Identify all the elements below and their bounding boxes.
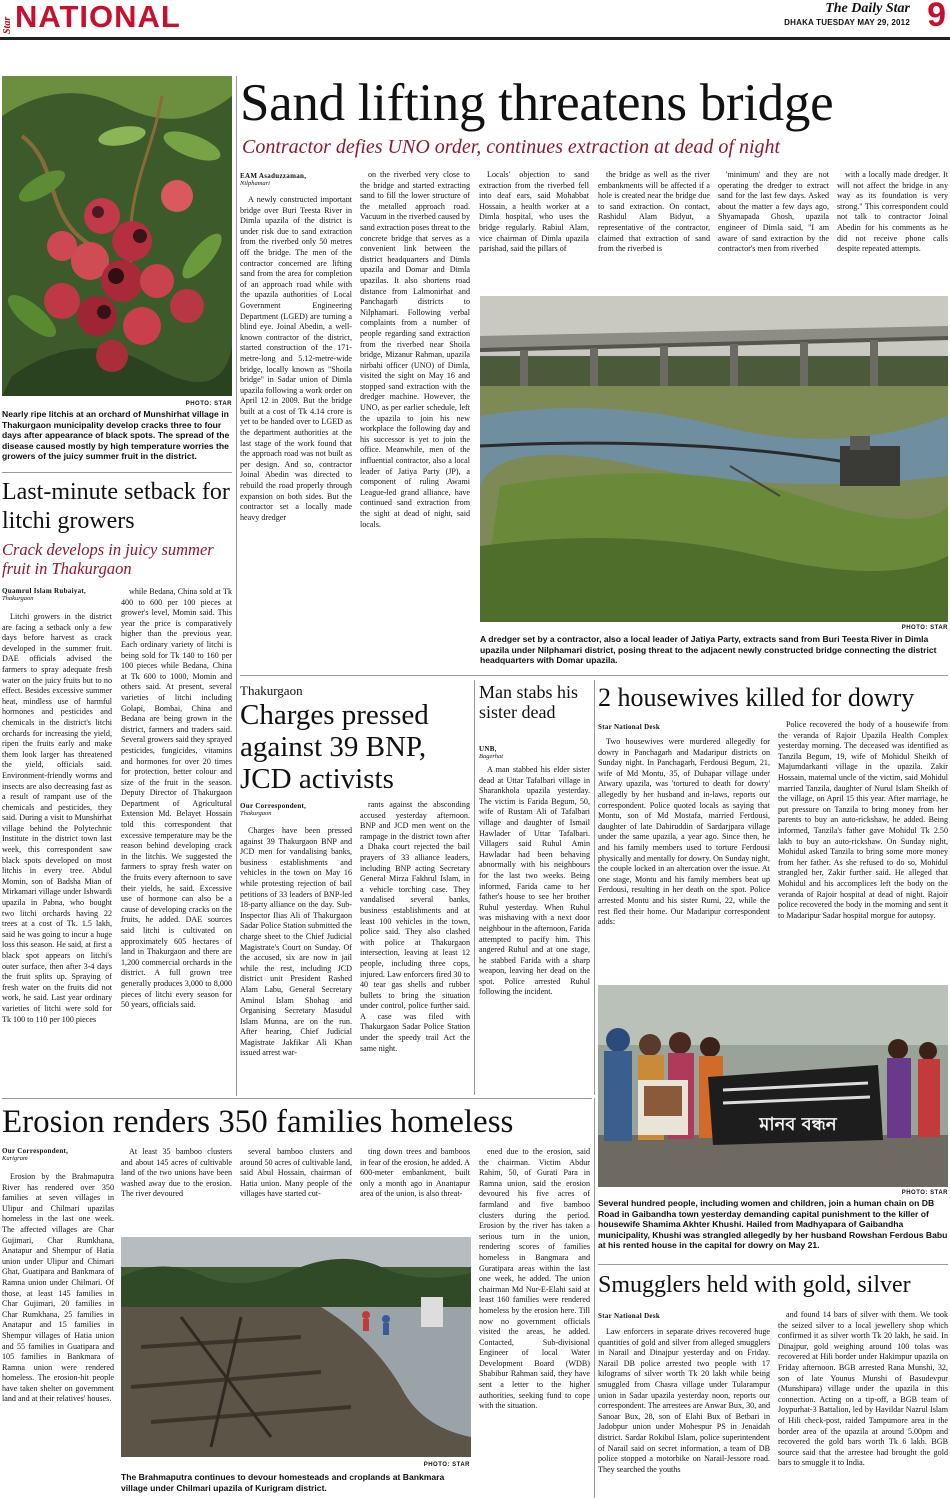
erosion-col5-text: ened due to the erosion, said the chairman. Victim Abdur Rahim, 50, of Gurati Para in Ramna union, said the erosion devoured his five acres of farmland and five bamboo clusters during the period. Erosion by the river has taken a serious turn in the union, rendering scores of families homeless in Bangmara and Guratipara areas within the last one week, he added. The union chairman Md Nur-E-Elahi said at least 160 families were rendered homeless by the erosion here. Till now no government officials visited the areas, he added. Contacted, Sub-divisional Engineer of local Water Development Board (WDB) Shabibur Rahman said, they have sent a letter to the higher authorities, seeking fund to cope with the situation.	[479, 1147, 590, 1411]
column-rule-right	[594, 680, 595, 1095]
dowry-headline: 2 housewives killed for dowry	[598, 683, 915, 712]
charges-col2	[360, 800, 470, 1094]
stab-body	[479, 765, 590, 1095]
litchi-byline	[2, 587, 114, 602]
erosion-illustration	[121, 1237, 471, 1457]
bridge-col2	[360, 170, 470, 670]
erosion-col3	[240, 1147, 352, 1233]
charges-col2-text: rants against the absconding accused yesterday afternoon. BNP and JCD men went on the rampage in the district town after a Dhaka court rejected the bail prayers of 33 alliance leaders, including BNP acting Secretary General Mirza Fakhrul Islam, in a vehicle torching case. They vandalised several banks, business establishments and at least 100 vehicles in the town, police said. They also clashed with police at Thakurgaon intersection, leaving at least 12 people, including three cops, injured. Law enforcers fired 30 to 40 tear gas shells and rubber bullets to bring the situation under control, police further said. A case was filed with Thakurgaon Sadar Police Station under the speedy trail Act the same night.	[360, 800, 470, 1053]
erosion-byline-name: Our Correspondent,	[2, 1147, 69, 1155]
stab-byline-name: UNB,	[479, 745, 497, 753]
bridge-col4	[598, 170, 710, 288]
lower-divider	[2, 1098, 592, 1099]
erosion-col1	[2, 1172, 114, 1500]
bridge-col6-text: with a locally made dredger. It will not affect the bridge in any way as its foundation is very strong." This correspondent could not talk to contractor Joinal Abedin for his comments as he did not receive phone calls despite repeated attempts.	[837, 170, 948, 254]
human-chain-illustration	[598, 985, 948, 1187]
litchi-col2	[121, 587, 232, 1095]
charges-col1	[240, 826, 352, 1094]
bridge-col1	[240, 195, 352, 670]
stab-body-text: A man stabbed his elder sister dead at Uttar Tafalbari village in Sharankhola upazila yesterday. The victim is Farida Begum, 50, wife of Rustam Ali of Tafalbari village and daughter of Ismail Hawlader of Uttar Tafalbari. Villagers said Ruhul Amin Hawladar had been behaving abnormally with his neighbours for the last two weeks. Being informed, Farida came to her father's house to see her brother Ruhul yesterday. When Ruhul was mishaving with a next door neighbour in the afternoon, Farida attempted to pacify him. This angered Ruhul and at one stage, he stabbed Farida with a sharp weapon, leaving her dead on the spot. Police arrested Ruhul following the incident.	[479, 765, 590, 997]
erosion-col4-text: ting down trees and bamboos in fear of the erosion, he added. A 600-meter embankment, built only a month ago in Anantapur area of the union, is also threat-	[360, 1147, 470, 1199]
bridge-byline-place: Nilphamari	[240, 180, 270, 187]
stab-byline-place: Bagerhat	[479, 753, 504, 760]
litchi-deck: Crack develops in juicy summer fruit in Thakurgaon	[2, 540, 214, 578]
smugglers-divider	[598, 1264, 948, 1265]
column-rule-mid	[474, 680, 475, 1095]
smugglers-byline: Star National Desk	[598, 1312, 661, 1320]
column-rule-lower	[594, 1098, 595, 1498]
litchi-byline-place: Thakurgaon	[2, 595, 34, 602]
bridge-col1-text: A newly constructed important bridge over Buri Teesta River in Dimla upazila of the district is under risk due to sand extraction from the riverbed only 50 metres off the bridge. The men of the contractor concerned are lifting sand from the area for completion of an approach road while with the upazila authorities of Local Government Engineering Department (LGED) are turning a blind eye. Joinal Abedin, a well-known contractor of the district, started construction of the 171-metre-long and 5.12-metre-wide bridge, locally known as "Shoila bridge" in Sadar union of Dimla upazila following a work order on April 12 in 2009. But the bridge built at a cost of Tk 4.14 crore is yet to be handed over to LGED as the department authorities at the last stage of the work found that the approach road was not built as per design. And so, contractor Joinal Abedin was directed to rebuild the road properly through expansion on both sides. But the contractor set a locally made heavy dredger	[240, 195, 352, 522]
litchi-byline-name: Quamrul Islam Rubaiyat,	[2, 587, 87, 595]
litchi-photo	[2, 76, 232, 396]
dowry-photo	[598, 985, 948, 1187]
column-rule-left	[236, 76, 237, 1096]
dowry-col1-text: Two housewives were murdered allegedly for dowry in Panchagarh and Madaripur districts on Sunday night. In Panchagarh, Ferdousi Begum, 21, wife of Md Montu, 35, of Duhapar village under Atwary upazila, was 'tortured to death for dowry' allegedly by her husband and in-laws, reports our correspondent. Police quoted locals as saying that Montu, son of Md Mostafa, married Ferdousi, daughter of late Dabiruddin of Sardarjpara village under the same upazila, a year ago. Since then, he and his family members used to torture Ferdousi physically and mentally for dowry. On Sunday night, the couple locked in an altercation over the issue. At one stage, Montu and his family members beat up Ferdousi, resulting in her death on the spot. Police arrested Montu and his sister Rumi, 22, while the rest fled their home. Our Madaripur correspondent adds:	[598, 737, 770, 927]
bridge-col4-text: the bridge as well as the river embankments will be affected if a hole is created near the bridge due to sand extraction. On contact, Rashidul Alam Bidyut, a representative of the contractor, claimed that extraction of sand from the riverbed is	[598, 170, 710, 254]
erosion-col2-text: At least 35 bamboo clusters and about 145 acres of cultivable land of the two unions have been washed away due to the erosion. The river devoured	[121, 1147, 232, 1199]
bridge-caption: A dredger set by a contractor, also a local leader of Jatiya Party, extracts sand from Buri Teesta River in Dimla upazila under Nilphamari district, posing threat to the adjacent newly constructed bridge connecting the district headquarters with Domar upazila.	[480, 634, 937, 666]
section-title: NATIONAL	[15, 0, 181, 34]
bridge-photo-credit: PHOTO: STAR	[901, 625, 948, 631]
charges-kicker: Thakurgaon	[240, 683, 303, 698]
paper-name: The Daily Star	[825, 1, 910, 16]
smugglers-col1	[598, 1327, 770, 1500]
bridge-byline	[240, 172, 352, 187]
dowry-photo-credit: PHOTO: STAR	[901, 1190, 948, 1196]
bridge-col2-text: on the riverbed very close to the bridge and started extracting sand to fill the lower structure of the metalled approach road. Vacuum in the riverbed caused by sand extraction poses threat to the concrete bridge that serves as a convenient link between the district headquarters and Dimla upazila and Domar and Dimla upazilas. It also shortens road distance from Lalmonirhat and Panchagarh districts to Nilphamari. Following verbal complaints from a number of people regarding sand extraction from the riverbed near Shoila bridge, Mizanur Rahman, upazila nirbahi officer (UNO) of Dimla, visited the sight on May 16 and stopped sand extraction with the dredger machine. However, the UNO, as per earlier schedule, left the upazila to join his new workplace the following day and his successor is yet to join the office. Meanwhile, men of the influential contractor, also a local leader of Jatiya Party (JP), a component of ruling Awami League-led grand alliance, have continued sand extraction from the sight at dead of night, said locals.	[360, 170, 470, 529]
bridge-headline: Sand lifting threatens bridge	[240, 74, 834, 132]
litchi-caption: Nearly ripe litchis at an orchard of Munshirhat village in Thakurgaon municipality develop cracks three to four days after appearance of black spots. The spread of the disease caused mostly by high temperature worries the growers of the juicy summer fruit in the district.	[2, 409, 230, 462]
erosion-headline: Erosion renders 350 families homeless	[2, 1104, 514, 1140]
litchi-headline: Last-minute setback for litchi growers	[2, 479, 230, 534]
masthead-rule	[0, 37, 950, 40]
erosion-col4	[360, 1147, 470, 1233]
smugglers-col1-text: Law enforcers in separate drives recovered huge quantities of gold and silver from alleged smugglers in Narail and Dinajpur yesterday and on Friday. Narail DB police arrested two people with 17 kilograms of silver worth Tk 20 lakh while being smuggled from Chasra village under Tularampur union in Sadar upazila yesterday noon, reports our correspondent. The arrestees are Anwar Bux, 30, and Sanoar Bux, 28, son of Elahi Bux of Betbari in Jadobpur union under Mohespur PS in Jenaidah district. Sardar Rokibul Islam, police superintendent of Narail said on secret information, a team of DB police stopped a motorbike on Narail-Jessore road. They searched the youths	[598, 1327, 770, 1474]
litchi-col2-text: while Bedana, China sold at Tk 400 to 600 per 100 pieces at grower's level, Momin said. This year the price is comparatively higher than the previous year. Each ordinary variety of litchi is being sold for Tk 140 to 160 per 100 pieces while Bedana, China at Tk 600 to 1000, Momin and others said. At present, several varieties of litchi including Golapi, Bombai, China and Bedana are being grown in the district, farmers and traders said. Several growers said they sprayed pesticides, fungicides, vitamins and hormones for over 20 times for protection, better colour and size of the fruit in the season. Deputy Director of Thakurgaon Department of Agricultural Extension Md. Belayet Hossain told this correspondent that excessive temperature may be the reason behind developing crack in the litchis. We suggested the farmers to spray fresh water on the fruits every afternoon to save their yields, he said. Excessive use of hormone can also be a cause of developing cracks on the fruits, he added. DAE sources said litchi is cultivated on approximately 605 hectares of land in Thakurgaon and there are 1,200 commercial orchards in the district. A full grown tree generally produces 3,000 to 8,000 pieces of litchi every season for 50 years, officials said.	[121, 587, 232, 1010]
erosion-col5	[479, 1147, 590, 1500]
bridge-illustration	[480, 296, 948, 622]
charges-headline: Charges pressed against 39 BNP, JCD activists	[240, 699, 429, 795]
dateline: DHAKA TUESDAY MAY 29, 2012	[784, 18, 910, 27]
litchi-photo-credit: PHOTO: STAR	[185, 401, 232, 407]
litchi-illustration	[2, 76, 232, 396]
erosion-caption: The Brahmaputra continues to devour homesteads and croplands at Bankmara village under Chilmari upazila of Kurigram district.	[121, 1472, 445, 1493]
bridge-col5	[718, 170, 829, 288]
charges-col1-text: Charges have been pressed against 39 Thakurgaon BNP and JCD men for vandalising banks, business establishments and vehicles in the town on May 16 while protesting rejection of bail petitions of 33 leaders of BNP-led 18-party alliance on the day. Sub-Inspector Ilias Ali of Thakurgaon Sadar Police Station submitted the charge sheet to the Chief Judicial Magistrate's Court on Sunday. Of the accused, six are now in jail while the rest, including JCD district unit President Rashed Alam Labu, General Secretary Aminul Islam Shohag and Organising Secretary Masudul Islam Munna, are on the run. After hearing, Chief Judicial Magistrate Jakfikar Ali Khan issued arrest war-	[240, 826, 352, 1058]
smugglers-headline: Smugglers held with gold, silver	[598, 1272, 911, 1298]
litchi-col1	[2, 612, 112, 1095]
erosion-col2	[121, 1147, 232, 1233]
dowry-byline: Star National Desk	[598, 723, 661, 731]
bridge-col3	[479, 170, 589, 288]
stab-byline	[479, 745, 591, 760]
banner-text: মানব বন্ধন	[759, 1114, 837, 1135]
bridge-col5-text: 'minimum' and they are not operating the dredger to extract sand for the last few days. Asked about the matter a few days ago, Shyamapada Ghosh, upazila engineer of Dimla said, "I am aware of sand extraction by the contractor's men from riverbed	[718, 170, 829, 254]
bridge-byline-name: EAM Asaduzzaman,	[240, 172, 307, 180]
erosion-col3-text: several bamboo clusters and around 50 acres of cultivable land, said Abul Hossain, chairman of Hatia union. Many people of the villages have started cut-	[240, 1147, 352, 1199]
litchi-divider	[2, 472, 232, 473]
erosion-photo-credit: PHOTO: STAR	[423, 1462, 470, 1468]
bridge-photo	[480, 296, 948, 622]
litchi-col1-text: Litchi growers in the district are facing a setback only a few days before harvest as crack developed in the summer fruit. DAE officials advised the farmers to spray adequate fresh water on the juicy fruits but to no effect. Besides excessive summer heat, mindless use of harmful hormones and pesticides and chemicals in the district's litchi orchards for increasing the yield, ripen the fruits early and make them look larger has threatened the yield, officials said. Environment-friendly worms and insects are also decreasing fast as a result of rampant use of the chemicals and pesticides, they said. During a visit to Munshirhat village behind the Polytechnic Institute in the district town last week, this correspondent saw black spots developed on most litchis in every tree. Abdul Momin, son of Badsha Mian of Mirkamari village under Ishwardi upazila in Pabna, who bought two litchi orchards having 22 trees at a cost of Tk. 1.5 lakh, said he was going to incur a huge loss this season. He said, at first a black spot appears on litchi's outer surface, then after 3-4 days the fruit splits up. Spraying of fresh water on the fruits did not work, he said. Last year ordinary varieties of litchi were sold for Tk 100 to 110 per 100 pieces	[2, 612, 112, 1024]
page-number: 9	[927, 0, 946, 34]
charges-byline-place: Thakurgaon	[240, 810, 272, 817]
bridge-deck: Contractor defies UNO order, continues extraction at dead of night	[242, 136, 781, 158]
charges-byline	[240, 802, 352, 817]
bridge-col6	[837, 170, 948, 288]
mid-divider	[240, 675, 948, 676]
erosion-col1-text: Erosion by the Brahmaputra River has rendered over 350 families at seven villages in Ulipur and Chilmari upazilas homeless in the last one week. The affected villages are Char Gujimari, Char Rumkhana, Anatapur and Shempur of Hatia union under Ulipur and Chimari Ghat, Guatipara and Bankmara of Ramna union under Chilmari. Of those, at least 145 families in Char Gujimari, 20 families in Char Rumkhana, 25 families in Anatapur and 15 families in Shempur villages of Hatia union and 55 families in Guatipara and 105 families in Bankmara of Ramna union were rendered homeless. The erosion-hit people have taken shelter on government land and at their relatives' houses.	[2, 1172, 114, 1404]
erosion-byline	[2, 1147, 114, 1162]
star-mark: Star	[2, 16, 13, 34]
smugglers-col2-text: and found 14 bars of silver with them. We took the seized silver to a local jewellery shop which confirmed it as silver worth Tk 20 lakh, he said. In Dinajpur, gold weighing around 100 tolas was recovered at Hili border under Hakimpur upazila on Friday afternoon. BGB arrested Rana Munshi, 32, son of late Younus Munshi of Basudevpur (Munshipara) village under the upazila in this connection. Acting on a tip-off, a BGB team of Joypurhat-3 Battalion, led by Havildar Nazrul Islam of Hili check-post, raided Tampumore area in the border area of the upazila at around 5.00pm and recovered the gold bars worth Tk 6 lakh. BGB source said that the arrestee had brought the gold bars to smuggle it to India.	[778, 1310, 948, 1468]
dowry-caption: Several hundred people, including women and children, join a human chain on DB Road in Gaibandha town yesterday demanding capital punishment to the killer of housewife Shamima Akhter Khushi. Hailed from Madhyapara of Gaibandha municipality, Khushi was strangled allegedly by her husband Rowshan Ferdous Babu at his rented house in the capital for dowry on May 21.	[598, 1198, 948, 1251]
smugglers-col2	[778, 1310, 948, 1500]
dowry-col2-text: Police recovered the body of a housewife from the veranda of Rajoir Upazila Health Complex yesterday morning. The deceased was identified as Tanzila Begum, 19, wife of Mohidul Sheikh of Majumdarkanti village in the upazila. Zakir Hossain, maternal uncle of the victim, said Mohidul married Tanzila, daughter of Nurul Islam Sheikh of the village, on April 15 this year. After marriage, he put pressure on Tanzila to bring money from her parents to buy an auto-rickshaw, he added. Being informed, Tanzila's father gave Mohidul Tk 2.50 lakh to buy an auto-rickshaw. On Sunday night, Mohidul asked Tanzila to bring some more money from her father. As she refused to do so, Mohidul strangled her, Zakir further said. He alleged that Mohidul and his accomplices left the body on the veranda of Rajoir hospital at dead of night. Rajoir police recovered the body in the morning and sent it to Madaripur Sadar hospital morgue for autopsy.	[778, 720, 948, 920]
dowry-col1	[598, 737, 770, 979]
section-flag	[2, 0, 181, 34]
charges-byline-name: Our Correspondent,	[240, 802, 307, 810]
erosion-byline-place: Kurigram	[2, 1155, 28, 1162]
dowry-col2	[778, 720, 948, 979]
bridge-col3-text: Locals' objection to sand extraction from the riverbed fell into deaf ears, said Mohabbat Hossain, a health worker at a Dimla hospital, who uses the bridge regularly. Rabiul Alam, vice chairman of Dimla upazila parishad, said the pillars of	[479, 170, 589, 254]
erosion-photo	[121, 1237, 471, 1457]
stab-headline: Man stabs his sister dead	[479, 682, 578, 722]
